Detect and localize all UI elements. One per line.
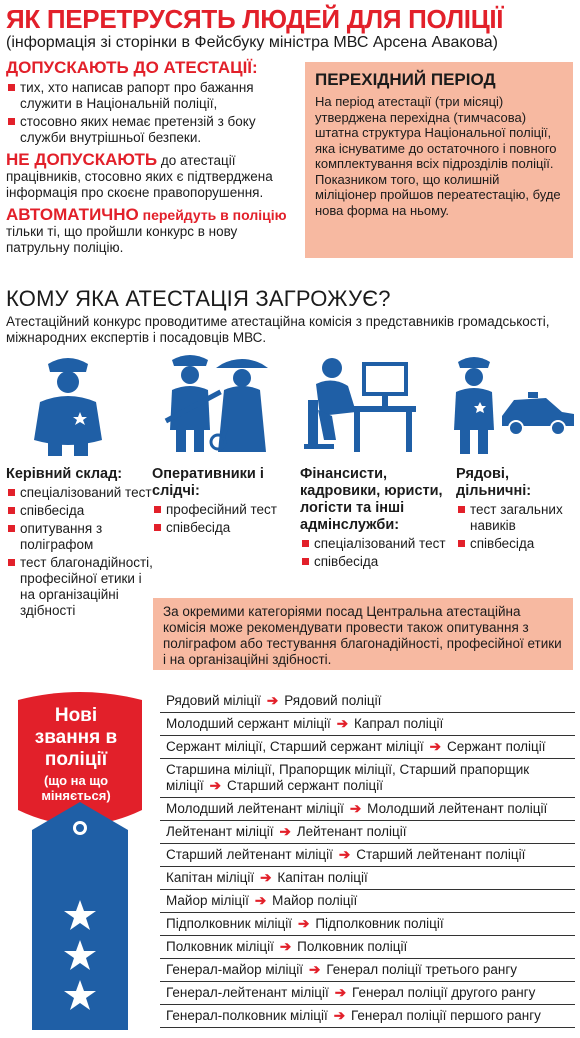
detectives-icon <box>160 348 280 458</box>
category-item: співбесіда <box>300 554 450 570</box>
category-title: Рядові, дільничні: <box>456 466 532 499</box>
rank-row <box>160 821 575 844</box>
admission-section <box>6 58 296 256</box>
rank-from: Старший лейтенант міліції <box>166 847 333 862</box>
rank-to: Підполковник поліції <box>315 916 444 931</box>
rank-to: Генерал поліції третього рангу <box>326 962 517 977</box>
category-administration <box>300 466 450 570</box>
rank-row <box>160 1005 575 1028</box>
rank-from: Майор міліції <box>166 893 249 908</box>
police-chief-icon <box>18 350 118 458</box>
rank-row <box>160 959 575 982</box>
rank-row <box>160 982 575 1005</box>
page-title: ЯК ПЕРЕТРУСЯТЬ ЛЮДЕЙ ДЛЯ ПОЛІЦІЇ <box>6 4 504 34</box>
rank-to: Рядовий поліції <box>284 693 382 708</box>
category-leadership <box>6 466 156 619</box>
office-worker-icon <box>298 350 420 458</box>
automatic-text: тільки ті, що пройшли конкурс в нову патрульну поліцію. <box>6 224 238 255</box>
rank-to: Генерал поліції першого рангу <box>351 1008 541 1023</box>
arrow-right-icon: ➔ <box>349 801 362 816</box>
rank-from: Молодший сержант міліції <box>166 716 331 731</box>
section-title: КОМУ ЯКА АТЕСТАЦІЯ ЗАГРОЖУЄ? <box>6 286 391 311</box>
rank-to: Лейтенант поліції <box>296 824 407 839</box>
arrow-right-icon: ➔ <box>336 716 349 731</box>
arrow-right-icon: ➔ <box>309 962 321 977</box>
category-item: співбесіда <box>456 536 574 552</box>
ranks-badge-title: Нові звання в поліції <box>34 705 118 770</box>
arrow-right-icon: ➔ <box>429 739 441 754</box>
transition-text-2: Показником того, що колишній міліціонер пройшов переатестацію, буде нова форма на ньому. <box>315 171 561 218</box>
automatic-lead: АВТОМАТИЧНО <box>6 205 139 224</box>
rank-from: Генерал-майор міліції <box>166 962 304 977</box>
rank-from: Полковник міліції <box>166 939 274 954</box>
arrow-right-icon: ➔ <box>334 985 347 1000</box>
arrow-right-icon: ➔ <box>209 778 221 793</box>
rank-from: Молодший лейтенант міліції <box>166 801 344 816</box>
rank-from: Рядовий міліції <box>166 693 261 708</box>
arrow-right-icon: ➔ <box>279 824 291 839</box>
rank-to: Майор поліції <box>272 893 358 908</box>
rank-row <box>160 844 575 867</box>
rank-row <box>160 867 575 890</box>
category-item: тест благонадійності, професійної етики і на організаційні здібності <box>6 555 156 619</box>
note-box: За окремими категоріями посад Центральна атестаційна комісія може рекомендувати провести також опитування з поліграфом або тестування благонадійності, професійної етики і на організаційні здібності. <box>153 598 573 670</box>
ranks-badge <box>26 705 126 803</box>
not-admitted-paragraph <box>6 152 296 201</box>
category-item: опитування з поліграфом <box>6 521 156 553</box>
category-title: Керівний склад: <box>6 466 123 482</box>
category-patrol <box>456 466 574 552</box>
rank-row <box>160 798 575 821</box>
category-title: Оперативники і слідчі: <box>152 466 264 499</box>
category-detectives <box>152 466 292 536</box>
arrow-right-icon: ➔ <box>266 693 279 708</box>
admission-item: тих, хто написав рапорт про бажання служити в Національній поліції, <box>6 80 296 112</box>
patrol-officer-icon <box>450 350 578 458</box>
section-intro: Атестаційний конкурс проводитиме атестаційна комісія з представників громадськості, міжнародних експертів і посадовців МВС. <box>6 314 550 345</box>
rank-to: Генерал поліції другого рангу <box>352 985 536 1000</box>
rank-row <box>160 736 575 759</box>
rank-row <box>160 713 575 736</box>
rank-to: Капрал поліції <box>354 716 444 731</box>
arrow-right-icon: ➔ <box>279 939 292 954</box>
rank-from: Лейтенант міліції <box>166 824 274 839</box>
rank-from: Капітан міліції <box>166 870 255 885</box>
category-item: співбесіда <box>152 520 292 536</box>
rank-to: Полковник поліції <box>297 939 408 954</box>
rank-from: Підполковник міліції <box>166 916 293 931</box>
category-item: спеціалізований тест <box>6 485 156 501</box>
arrow-right-icon: ➔ <box>260 870 272 885</box>
rank-row <box>160 913 575 936</box>
automatic-paragraph <box>6 207 296 256</box>
category-item: співбесіда <box>6 503 156 519</box>
transition-box <box>305 62 573 258</box>
rank-from: Генерал-полковник міліції <box>166 1008 328 1023</box>
not-admitted-text: до атестації працівників, стосовно яких є підтверджена інформація про скоєне правопорушення. <box>6 153 273 200</box>
transition-title: ПЕРЕХІДНИЙ ПЕРІОД <box>315 70 496 89</box>
rank-from: Старшина міліції, Прапорщик міліції, Старший прапорщик міліції <box>166 762 530 793</box>
admission-item: стосовно яких немає претензій з боку служби внутрішньої безпеки. <box>6 114 296 146</box>
category-item: тест загальних навиків <box>456 502 574 534</box>
rank-to: Старший лейтенант поліції <box>356 847 526 862</box>
transition-text-1: На період атестації (три місяці) утверджена перехідна (тимчасова) штатна структура Національної поліції, яка існуватиме до остаточного і повного комплектування всіх підрозділів поліції. <box>315 94 557 171</box>
category-title: Фінансисти, кадровики, юристи, логісти та інші адмінслужби: <box>300 466 443 533</box>
automatic-sub: перейдуть в поліцію <box>138 207 287 223</box>
rank-to: Сержант поліції <box>446 739 546 754</box>
rank-row <box>160 890 575 913</box>
rank-to: Капітан поліції <box>277 870 368 885</box>
not-admitted-lead: НЕ ДОПУСКАЮТЬ <box>6 150 158 169</box>
rank-to: Молодший лейтенант поліції <box>367 801 548 816</box>
category-item: професійний тест <box>152 502 292 518</box>
ranks-badge-subtitle: (що на що міняється) <box>41 773 111 803</box>
arrow-right-icon: ➔ <box>338 847 351 862</box>
rank-row <box>160 759 575 798</box>
arrow-right-icon: ➔ <box>298 916 310 931</box>
rank-row <box>160 936 575 959</box>
rank-from: Сержант міліції, Старший сержант міліції <box>166 739 424 754</box>
admission-heading: ДОПУСКАЮТЬ ДО АТЕСТАЦІЇ: <box>6 58 258 77</box>
rank-to: Старший сержант поліції <box>226 778 383 793</box>
arrow-right-icon: ➔ <box>333 1008 346 1023</box>
rank-row <box>160 690 575 713</box>
category-item: спеціалізований тест <box>300 536 450 552</box>
rank-from: Генерал-лейтенант міліції <box>166 985 329 1000</box>
ranks-table <box>160 690 575 1028</box>
page-subtitle: (інформація зі сторінки в Фейсбуку міністра МВС Арсена Авакова) <box>6 34 498 51</box>
arrow-right-icon: ➔ <box>254 893 267 908</box>
